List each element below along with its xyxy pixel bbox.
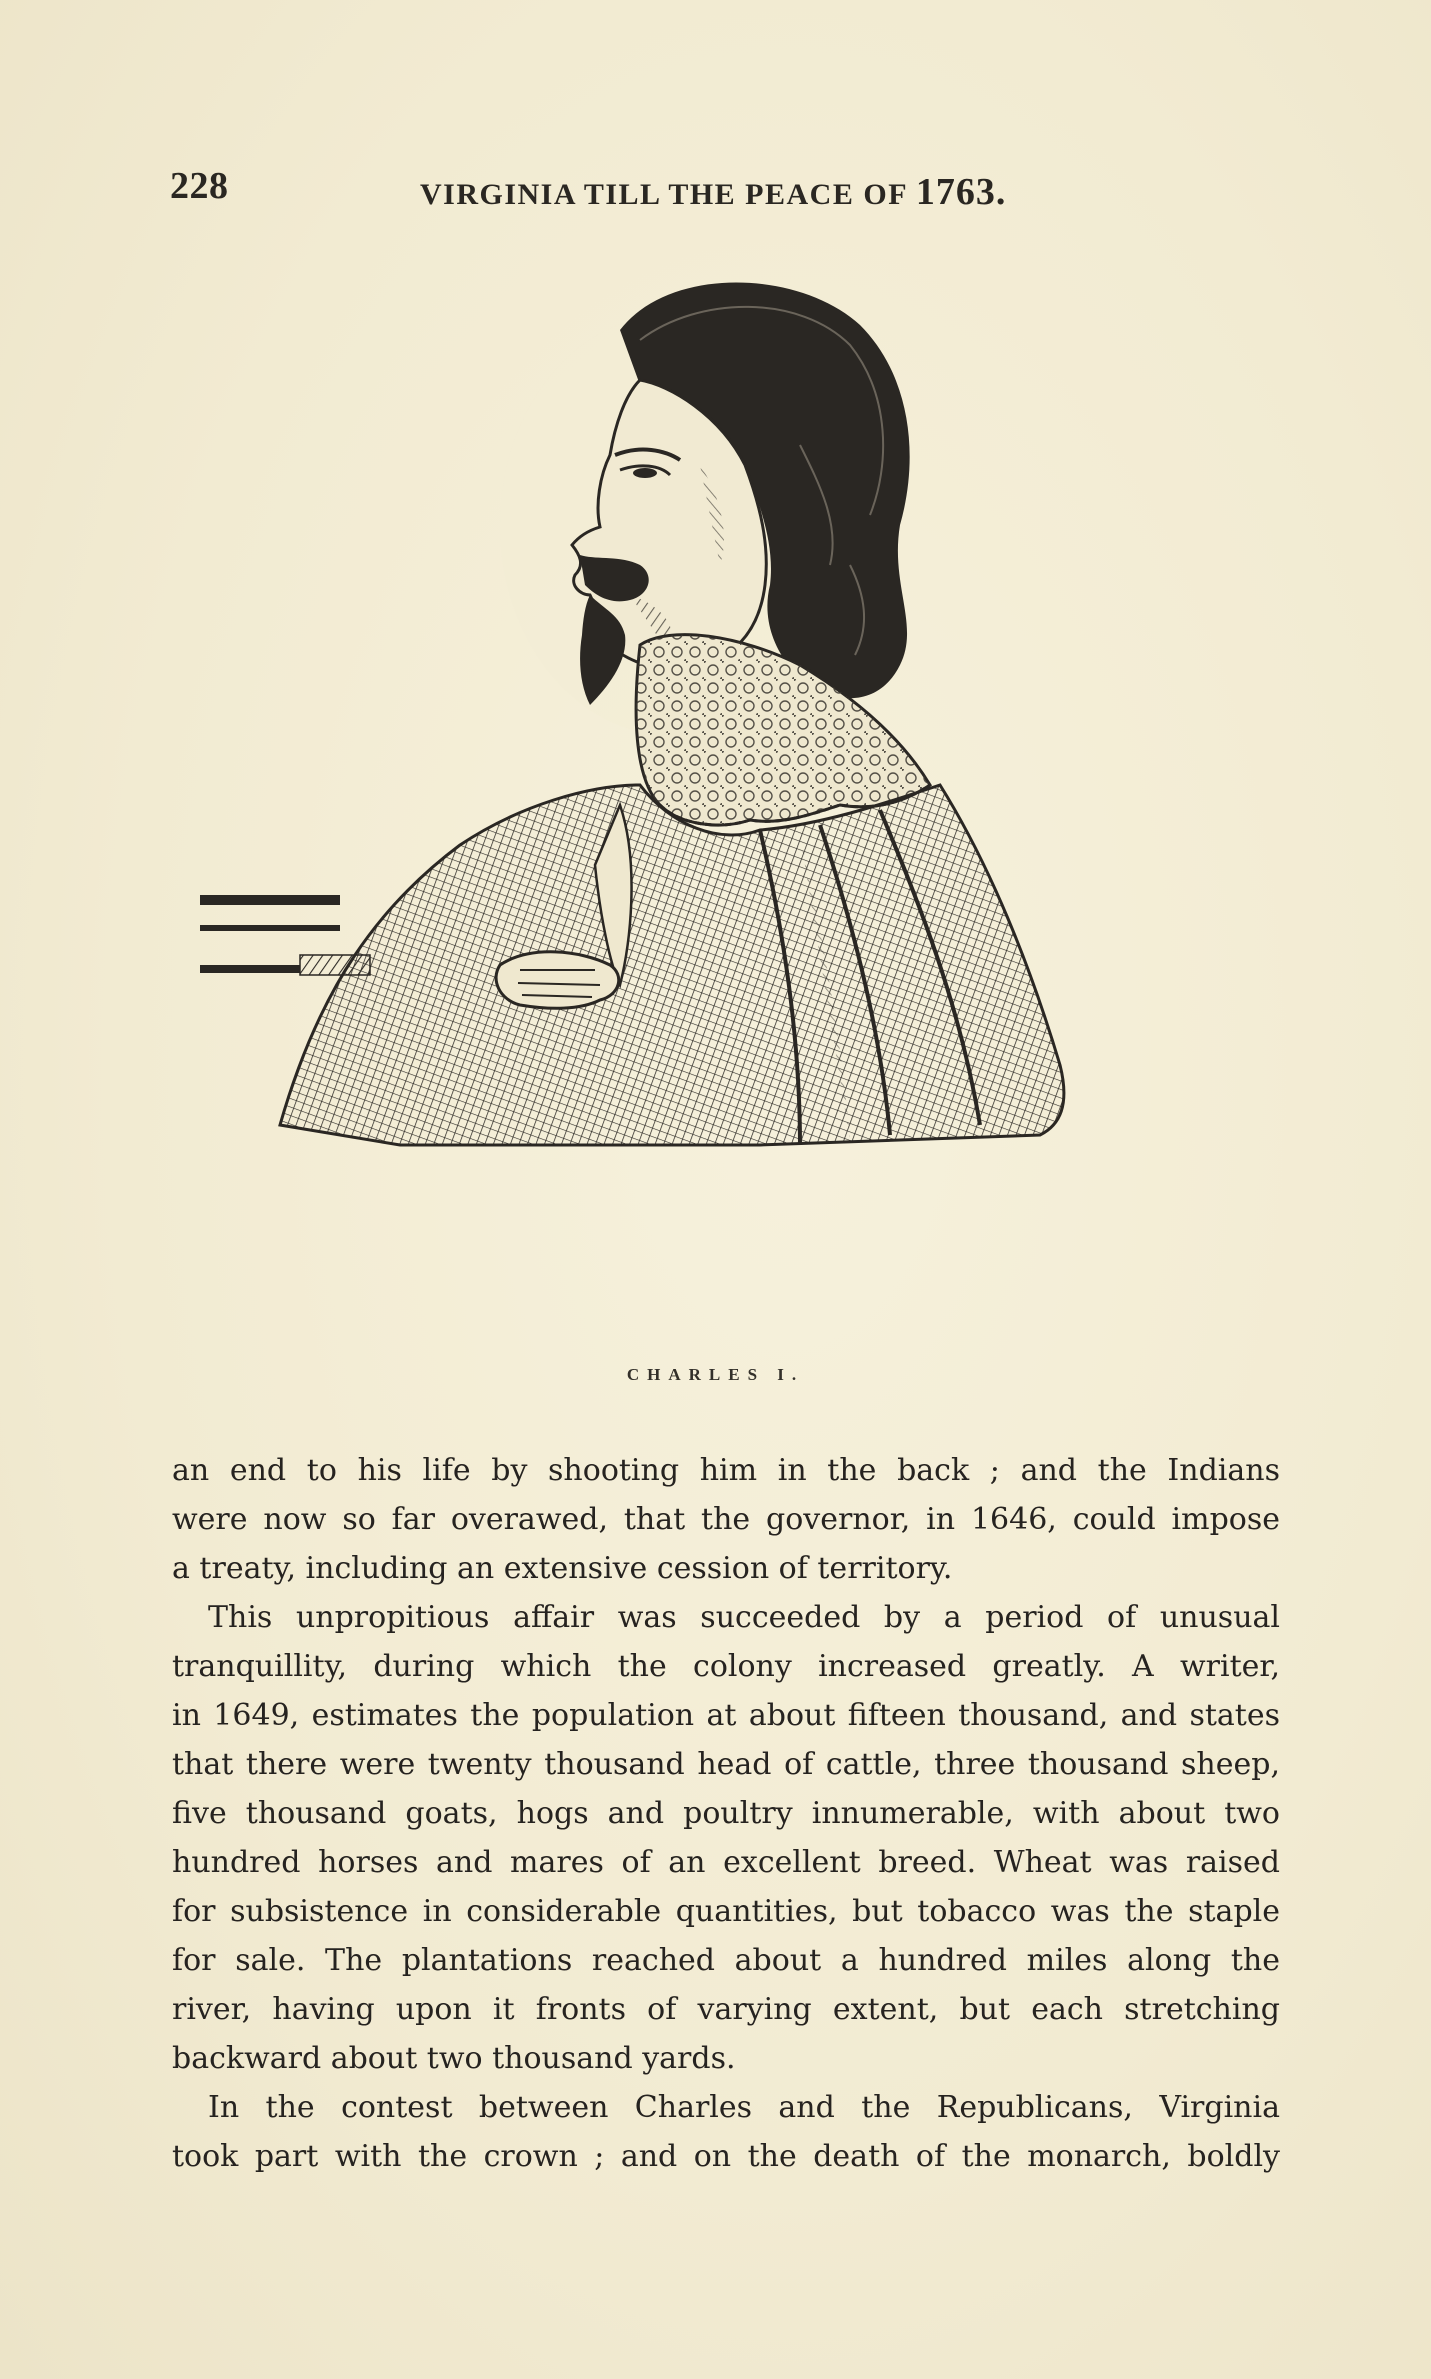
text-line: river, having upon it fronts of varying extent, but each stretching [172, 1992, 1280, 2027]
figure-caption: CHARLES I. [626, 1365, 805, 1384]
text-line: for subsistence in considerable quantities, but tobacco was the staple [172, 1894, 1280, 1929]
text-line: in 1649, estimates the population at about fifteen thousand, and states [172, 1698, 1280, 1733]
portrait-engraving [200, 265, 1250, 1325]
text-line: backward about two thousand yards. [172, 2041, 736, 2076]
text-line: took part with the crown ; and on the death of the monarch, boldly [172, 2139, 1280, 2174]
page-number: 228 [170, 165, 229, 207]
text-line: five thousand goats, hogs and poultry innumerable, with about two [172, 1796, 1280, 1831]
text-line: a treaty, including an extensive cession of territory. [172, 1551, 953, 1586]
text-line: hundred horses and mares of an excellent breed. Wheat was raised [172, 1845, 1280, 1880]
chapter-title-text: VIRGINIA TILL THE PEACE OF [420, 178, 907, 211]
text-line: In the contest between Charles and the Republicans, Virginia [208, 2090, 1280, 2125]
text-line: an end to his life by shooting him in the back ; and the Indians [172, 1453, 1280, 1488]
chapter-title-year: 1763. [915, 171, 1007, 213]
text-line: that there were twenty thousand head of cattle, three thousand sheep, [172, 1747, 1280, 1782]
text-line: This unpropitious affair was succeeded by a period of unusual [208, 1600, 1280, 1635]
body-text [172, 1446, 1280, 2181]
text-line: for sale. The plantations reached about a hundred miles along the [172, 1943, 1280, 1978]
text-line: tranquillity, during which the colony increased greatly. A writer, [172, 1649, 1280, 1684]
text-line: were now so far overawed, that the governor, in 1646, could impose [172, 1502, 1280, 1537]
chapter-title [420, 170, 1006, 214]
running-head [170, 160, 1280, 213]
